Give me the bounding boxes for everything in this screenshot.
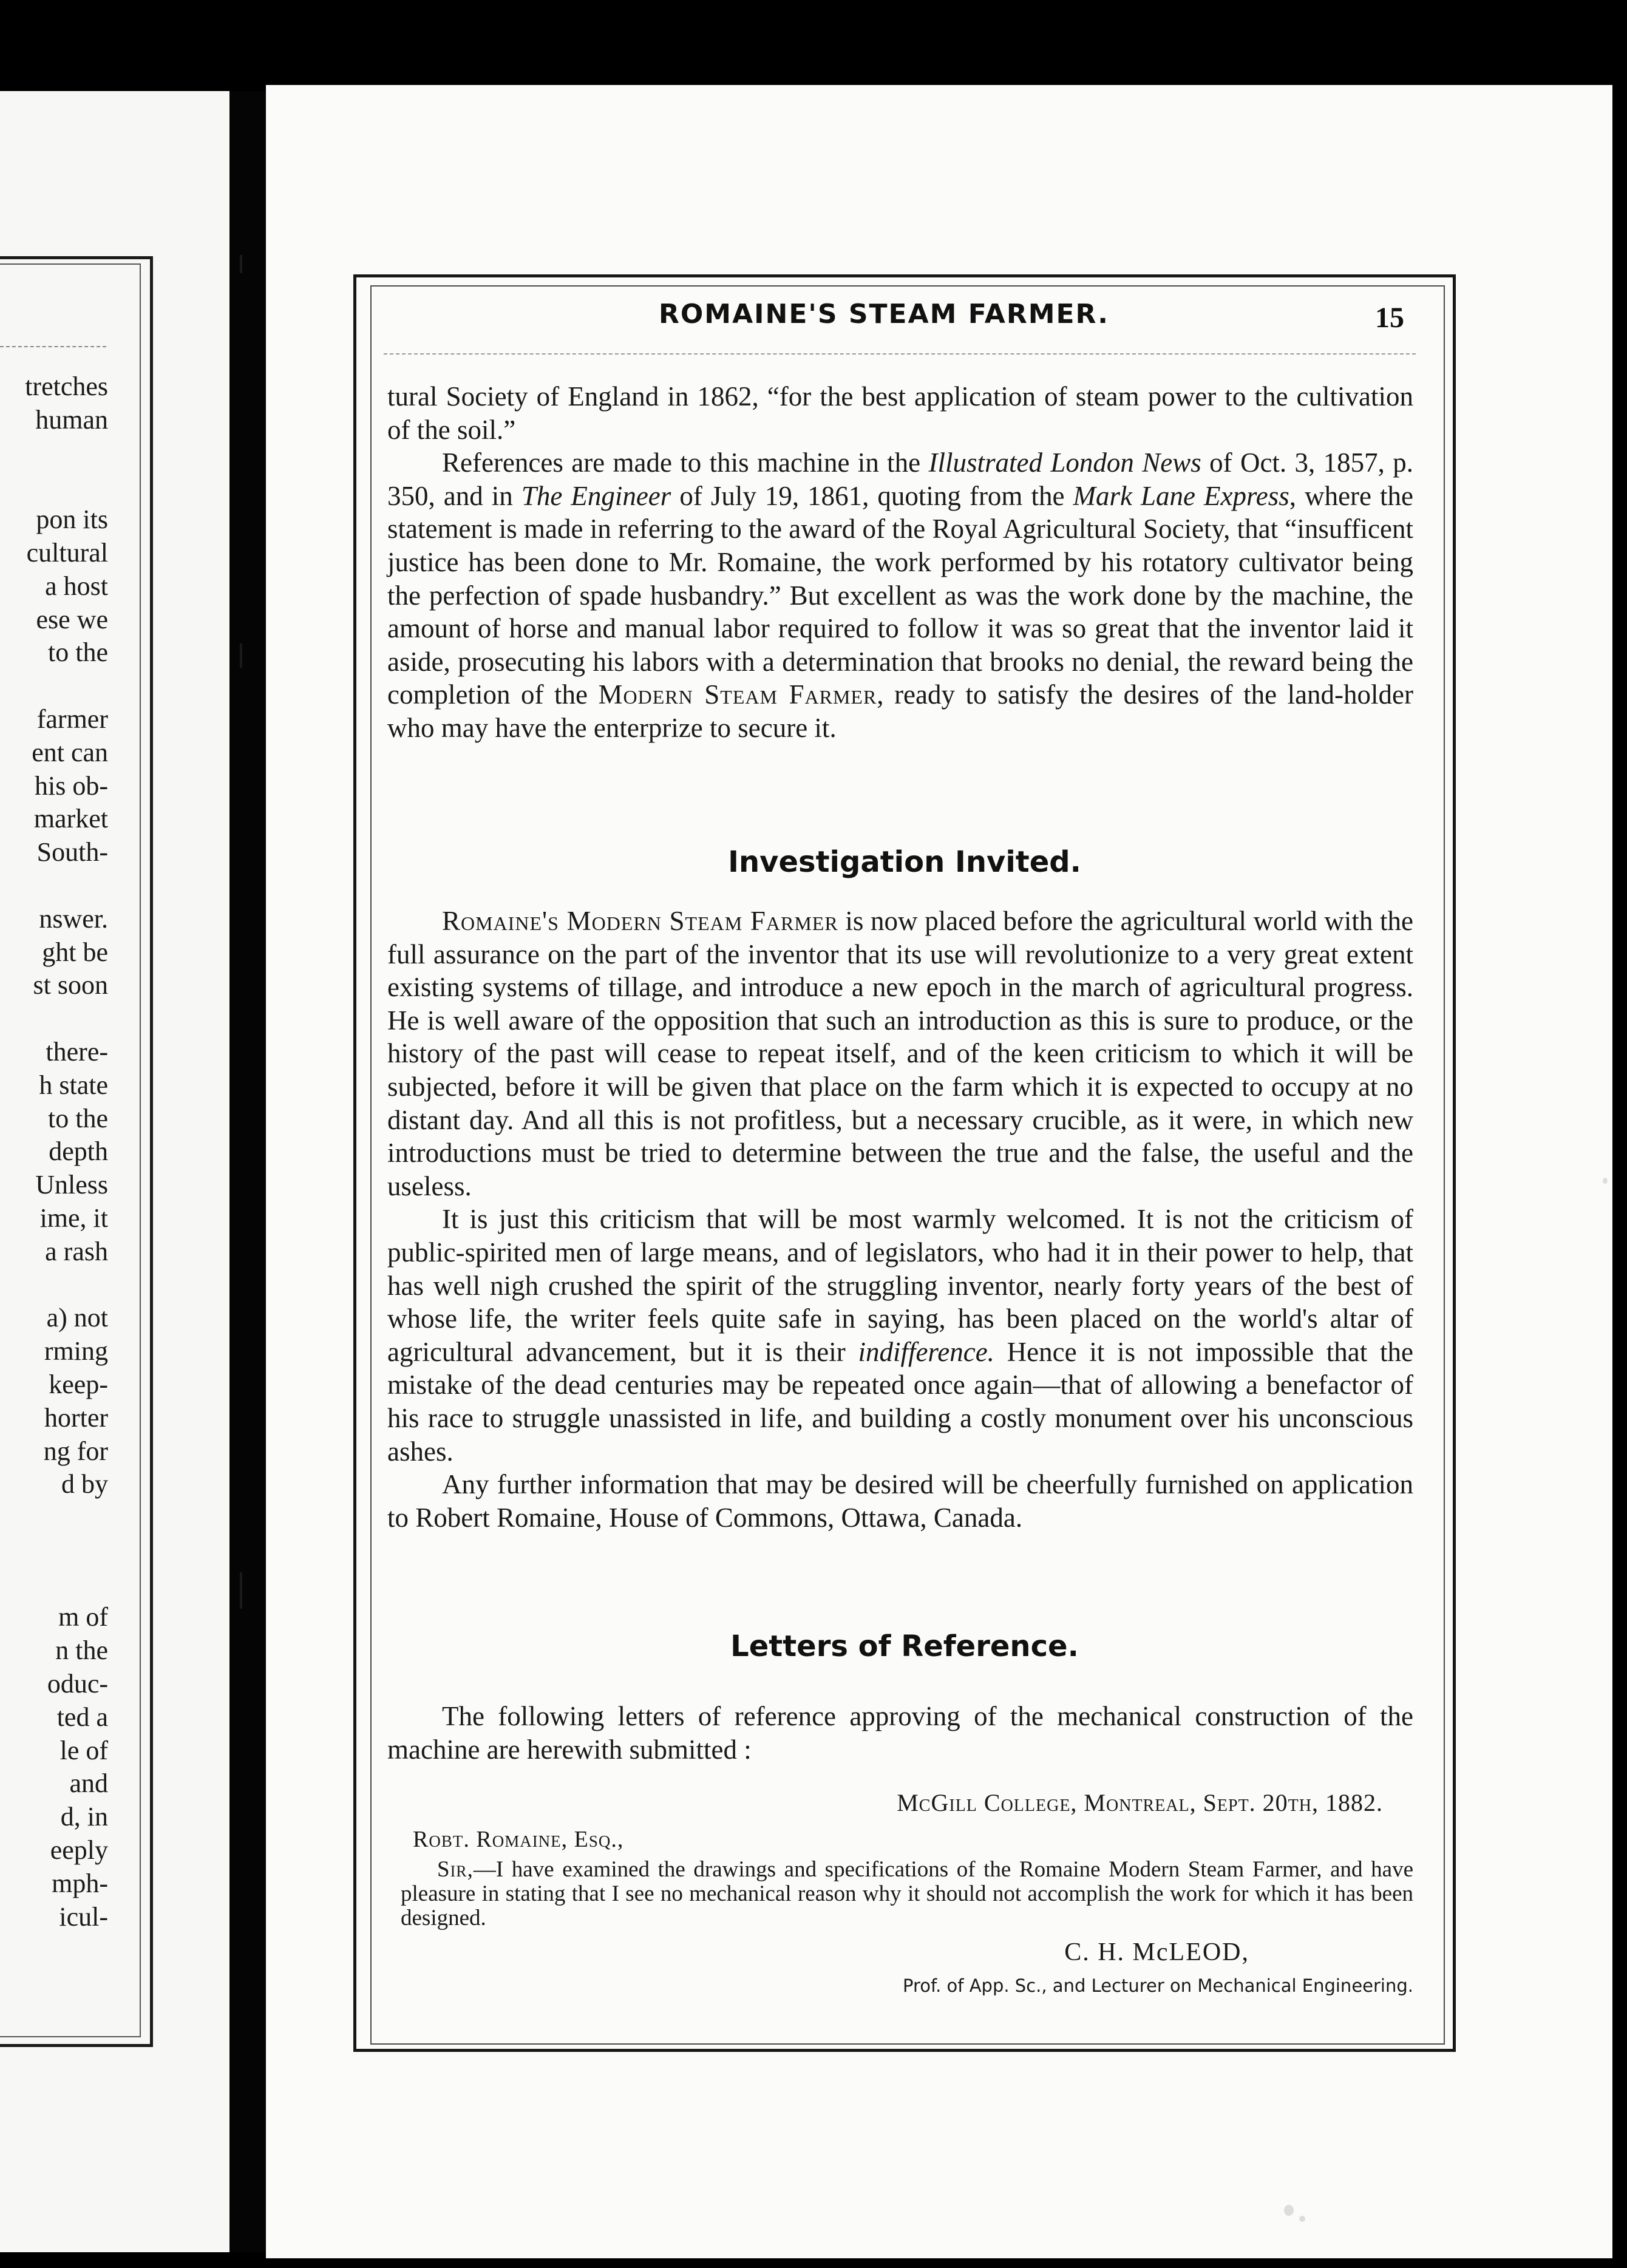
left-page-line: there- [46, 1036, 108, 1067]
left-page-line: ime, it [39, 1203, 108, 1233]
emphasis: indifference. [858, 1336, 994, 1367]
text-run: It is just this criticism that will be most warmly welcomed. It is not the criticism of public-spirited men of large means, and of legislators, who had it in their power to help, that has well nigh crushed the spirit of the struggling inventor, nearly forty years of the best of whose life, the writer feels quite safe in saying, has been placed on the world's altar of agricultural advancement, but it is their [387, 1204, 1413, 1367]
left-page-line: ted a [56, 1702, 108, 1732]
letter-dateline: McGill College, Montreal, Sept. 20th, 1882. [897, 1789, 1383, 1816]
left-page-line: farmer [36, 704, 108, 734]
letter-signature: C. H. McLEOD, [1064, 1938, 1249, 1966]
left-page-line: m of [58, 1602, 108, 1632]
paragraph [387, 446, 1413, 744]
publication-title: Mark Lane Express [1073, 480, 1289, 511]
left-page-line: d by [61, 1469, 108, 1499]
left-page-line: a host [45, 571, 108, 601]
scan-speck [1603, 1178, 1608, 1184]
text-run: , ready to satisfy the desires of the land-holder who may have the enterprize to secure it. [387, 679, 1413, 743]
text-run: References are made to this machine in the [442, 447, 929, 478]
letter-body [401, 1858, 1413, 1930]
left-page-line: eeply [50, 1835, 108, 1866]
left-page-line: ese we [36, 604, 108, 634]
signature-title: Prof. of App. Sc., and Lecturer on Mechanical Engineering. [903, 1975, 1413, 1996]
left-page-line [0, 1002, 108, 1036]
binding-mark [240, 255, 242, 273]
left-page-line [0, 437, 108, 470]
left-page-line: rming [44, 1336, 108, 1367]
left-page-line: South- [36, 837, 108, 867]
scan-speck [1299, 2216, 1305, 2222]
left-page-line: market [33, 804, 108, 834]
investigation-section [387, 905, 1413, 1534]
paragraph: Any further information that may be desired will be cheerfully furnished on application to Robert Romaine, House of Commons, Ottawa, Canada. [387, 1469, 1413, 1533]
left-page-line: and [69, 1768, 108, 1799]
left-page-line: mph- [52, 1868, 108, 1898]
left-page-line: oduc- [47, 1669, 108, 1699]
left-page-line [0, 1535, 108, 1568]
left-page-line: d, in [60, 1802, 108, 1832]
binding-mark [240, 1572, 242, 1609]
header-rule [384, 353, 1416, 355]
text-run: —I have examined the drawings and specifications of the Romaine Modern Steam Farmer, and have pleasure in stating that I see no mechanical reason why it should not accomplish the work for which it has been designed. [401, 1857, 1413, 1930]
text-run: Hence it is not impossible that the mistake of the dead centuries may be repeated once again—that of allowing a benefactor of his race to struggle unassisted in life, and building a costly monument over his unconscious ashes. [387, 1336, 1413, 1467]
left-page-line: ent can [32, 737, 108, 767]
text-run: , where the statement is made in referring to the award of the Royal Agricultural Society, that “insufficent justice has been done to Mr. Romaine, the work performed by his rotatory cultivator being the perfection of spade husbandry.” But excellent as was the work done by the machine, the amount of horse and manual labor required to follow it was so great that the inventor laid it aside, prosecuting his labors with a determination that brooks no denial, the reward being the completion of the [387, 480, 1414, 710]
left-page-line: his ob- [35, 770, 108, 801]
left-page-line: human [35, 404, 108, 435]
left-page-line: h state [39, 1070, 108, 1100]
left-page-line: to the [48, 637, 108, 668]
section-heading: Letters of Reference. [730, 1629, 1079, 1663]
left-page-line: tretches [25, 372, 108, 401]
scan-speck [1284, 2205, 1294, 2216]
left-page-line [0, 670, 108, 703]
left-page-line [0, 1269, 108, 1302]
left-page-header-rule [0, 346, 106, 347]
paragraph: tural Society of England in 1862, “for the best application of steam power to the cultivation of the soil.” [387, 381, 1413, 445]
text-run: is now placed before the agricultural world with the full assurance on the part of the inventor that its use will revolutionize to a very great extent existing systems of tillage, and introduce a new epoch in the march of agricultural progress. He is well aware of the opposition that such an introduction as this is sure to produce, or the history of the past will cease to repeat itself, and of the keen criticism to which it will be subjected, before it will be given that place on the farm which it is expected to occupy at no distant day. And all this is not profitless, but a necessary crucible, as it were, in which new introductions must be tried to determine between the true and the false, the useful and the useless. [387, 906, 1413, 1201]
left-page-line: ng for [43, 1436, 108, 1466]
opening-section [387, 380, 1413, 745]
letter-greeting: Sir, [437, 1857, 474, 1882]
letters-intro [387, 1700, 1413, 1766]
machine-name: Modern Steam Farmer [598, 679, 877, 710]
left-page-line: cultural [26, 537, 108, 568]
text-run: of Oct. 3, 1857, p. 350, and in [387, 447, 1413, 511]
page-number: 15 [1375, 302, 1404, 334]
left-page-line [0, 1568, 108, 1601]
paragraph [387, 905, 1413, 1203]
left-page-line: pon its [36, 504, 108, 535]
publication-title: The Engineer [521, 480, 671, 511]
left-page-line: a rash [45, 1236, 108, 1266]
left-page-line: le of [59, 1735, 108, 1765]
machine-name: Romaine's Modern Steam Farmer [442, 906, 838, 936]
publication-title: Illustrated London News [928, 447, 1201, 478]
paragraph [387, 1203, 1413, 1468]
book-spine [229, 91, 266, 2252]
left-page-line [0, 470, 108, 503]
left-page-line: horter [44, 1402, 108, 1433]
left-page-line: st soon [33, 970, 108, 1000]
letter-salutation: Robt. Romaine, Esq., [413, 1827, 624, 1852]
left-page-line: Unless [35, 1170, 108, 1200]
left-page-line: ght be [42, 937, 108, 967]
section-heading: Investigation Invited. [728, 845, 1081, 879]
left-page-line: keep- [49, 1369, 108, 1399]
paragraph: The following letters of reference approving of the mechanical construction of the machine are herewith submitted : [387, 1701, 1413, 1765]
running-head: ROMAINE'S STEAM FARMER. [659, 299, 1109, 330]
left-page-line: depth [49, 1136, 108, 1167]
left-page-line: a) not [46, 1303, 108, 1333]
left-page-text [0, 370, 108, 1934]
left-page-line [0, 869, 108, 903]
left-page-line [0, 1501, 108, 1535]
left-facing-page [0, 91, 229, 2252]
binding-mark [240, 643, 242, 668]
left-page-line: nswer. [39, 903, 108, 934]
text-run: of July 19, 1861, quoting from the [671, 480, 1073, 511]
left-page-line: icul- [59, 1901, 108, 1932]
left-page-line: to the [48, 1103, 108, 1133]
left-page-line: n the [55, 1635, 108, 1666]
